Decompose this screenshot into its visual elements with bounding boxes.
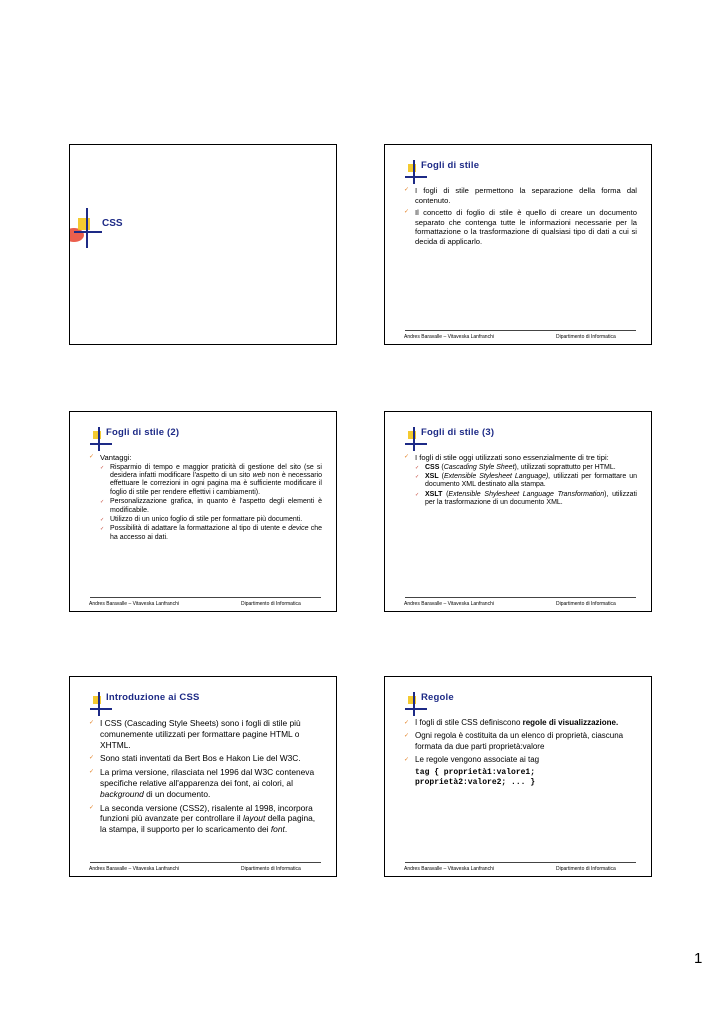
bullet-item: [403, 453, 637, 508]
sub-bullet-emphasis: web: [252, 472, 266, 479]
format-description: ), utilizzati per la trasformazione di un documento XML.: [425, 490, 637, 507]
footer-authors: Andres Baravalle – Vitaveska Lanfranchi: [404, 866, 494, 872]
sub-bullet-text: Possibilità di adattare la formattazione al tipo di utente e: [110, 525, 289, 533]
sub-bullet-emphasis: device: [288, 525, 309, 533]
bullet-item: [88, 803, 322, 835]
code-line: proprietà2:valore2; ... }: [415, 778, 536, 788]
decoration-horizontal-line: [405, 708, 427, 710]
slide-fogli-di-stile: [384, 144, 652, 345]
slide-introduzione-ai-css: [69, 676, 337, 877]
bullet-text: di un documento.: [143, 788, 211, 799]
sub-bullet-item: [100, 516, 322, 524]
slide-title: Introduzione ai CSS: [106, 692, 200, 703]
bullet-text: della pagina, la stampa, il supporto per lo scaricamento dei: [100, 813, 316, 835]
slide-regole: [384, 676, 652, 877]
format-description: , utilizzati soprattutto per HTML.: [516, 463, 616, 471]
bullet-item: [403, 755, 637, 788]
sub-bullet-item: ✓ XSLT (Extensible Shylesheet Language Transformation), utilizzati per la trasformazione di un documento XML.: [415, 491, 637, 508]
bullet-item: ✓ I fogli di stile permettono la separazione della forma dal contenuto.: [403, 186, 637, 205]
bullet-text: I fogli di stile CSS definiscono: [415, 718, 523, 727]
bullet-text: .: [284, 824, 288, 835]
slide-title: CSS: [102, 218, 123, 229]
bullet-emphasis: font: [270, 824, 285, 835]
footer-authors: Andres Baravalle – Vitaveska Lanfranchi: [404, 334, 494, 340]
bullet-text: Sono stati inventati da Bert Bos e Hakon Lie del W3C.: [100, 753, 301, 764]
sub-bullet-item: [100, 464, 322, 498]
footer-authors: Andres Baravalle – Vitaveska Lanfranchi: [89, 866, 179, 872]
slide-content: [403, 453, 637, 511]
footer-divider: [90, 862, 321, 863]
slide-css-title: [69, 144, 337, 345]
bullet-emphasis: background: [100, 788, 144, 799]
footer-department: Dipartimento di Informatica: [241, 866, 301, 872]
bullet-strong: regole di visualizzazione.: [522, 718, 619, 727]
footer-department: Dipartimento di Informatica: [556, 866, 616, 872]
bullet-text: I CSS (Cascading Style Sheets) sono i fogli di stile più comunemente utilizzati per formattare pagine HTML o XHTML.: [100, 718, 301, 750]
decoration-vertical-line: [413, 160, 415, 184]
slide-title: Fogli di stile (2): [106, 427, 180, 438]
format-name: CSS: [425, 463, 440, 471]
bullet-emphasis: layout: [242, 813, 266, 824]
decoration-vertical-line: [413, 427, 415, 451]
page-number: 1: [694, 950, 703, 967]
footer-divider: [405, 862, 636, 863]
bullet-item: [403, 731, 637, 752]
format-full-name: Cascading Style Sheet: [443, 463, 515, 471]
format-name: XSL: [425, 473, 439, 480]
slide-fogli-di-stile-3: [384, 411, 652, 612]
decoration-vertical-line: [86, 208, 88, 248]
footer-department: Dipartimento di Informatica: [556, 334, 616, 340]
format-full-name: Extensible Shylesheet Language Transformation: [448, 490, 605, 498]
decoration-vertical-line: [98, 692, 100, 716]
code-line: tag { proprietà1:valore1;: [415, 767, 536, 777]
sub-bullet-item: [100, 498, 322, 515]
decoration-yellow-square: [78, 218, 90, 230]
slide-content: [403, 718, 637, 791]
slide-title: Fogli di stile (3): [421, 427, 495, 438]
decoration-horizontal-line: [90, 443, 112, 445]
format-full-name: Extensible Stylesheet Language),: [443, 473, 551, 480]
slide-title: Regole: [421, 692, 454, 703]
bullet-item: [403, 718, 637, 728]
footer-divider: [90, 597, 321, 598]
sub-bullet-text: Personalizzazione grafica, in quanto è l'aspetto degli elementi è modificabile.: [110, 498, 322, 514]
slide-content: [88, 453, 322, 545]
sub-bullet-text: che ha accesso ai dati.: [110, 525, 322, 541]
decoration-vertical-line: [413, 692, 415, 716]
bullet-text: Vantaggi:: [100, 453, 132, 462]
bullet-text: La prima versione, rilasciata nel 1996 dal W3C conteneva specifiche relative all'apparenza dei font, ai colori, al: [100, 767, 315, 788]
decoration-horizontal-line: [405, 443, 427, 445]
bullet-item: [88, 767, 322, 799]
slide-content: [403, 186, 637, 250]
bullet-item: [88, 718, 322, 750]
slide-content: [88, 718, 322, 838]
footer-department: Dipartimento di Informatica: [241, 601, 301, 607]
decoration-horizontal-line: [90, 708, 112, 710]
sub-bullet-text: Risparmio di tempo e maggior praticità di gestione del sito (se si desidera infatti modificare l'aspetto di un sito: [110, 463, 322, 479]
decoration-horizontal-line: [74, 231, 102, 233]
sub-bullet-text: non è necessario effettuare le correzioni in ogni pagina ma è sufficiente modificare il foglio di stile per rendere effettivi i cambiamenti).: [110, 472, 322, 496]
bullet-item: [88, 453, 322, 542]
decoration-vertical-line: [98, 427, 100, 451]
decoration-horizontal-line: [405, 176, 427, 178]
footer-authors: Andres Baravalle – Vitaveska Lanfranchi: [89, 601, 179, 607]
footer-divider: [405, 597, 636, 598]
footer-authors: Andres Baravalle – Vitaveska Lanfranchi: [404, 601, 494, 607]
bullet-item: ✓ Il concetto di foglio di stile è quello di creare un documento separato che contenga tutte le informazioni necessarie per la formattazione o la trasformazione di qualsiasi tipo di dati a cui si decida di applicarlo.: [403, 208, 637, 246]
sub-bullet-item: [100, 525, 322, 542]
slide-fogli-di-stile-2: [69, 411, 337, 612]
bullet-text: I fogli di stile oggi utilizzati sono essenzialmente di tre tipi:: [415, 453, 609, 462]
footer-department: Dipartimento di Informatica: [556, 601, 616, 607]
bullet-text: Ogni regola è costituita da un elenco di proprietà, ciascuna formata da due parti proprietà:valore: [415, 731, 624, 751]
slide-title: Fogli di stile: [421, 160, 480, 171]
bullet-text: Le regole vengono associate ai tag: [415, 755, 540, 765]
format-name: XSLT: [425, 490, 443, 498]
footer-divider: [405, 330, 636, 331]
format-description: utilizzati per formattare un documento XML destinato alla stampa.: [425, 473, 638, 489]
sub-bullet-item: ✓ CSS (Cascading Style Sheet), utilizzati soprattutto per HTML.: [415, 464, 637, 472]
bullet-item: [88, 753, 322, 764]
sub-bullet-text: Utilizzo di un unico foglio di stile per formattare più documenti.: [110, 516, 303, 524]
bullet-text: La seconda versione (CSS2), risalente al 1998, incorpora funzioni più avanzate per controllare il: [100, 802, 313, 824]
sub-bullet-item: ✓ XSL (Extensible Stylesheet Language), utilizzati per formattare un documento XML destinato alla stampa.: [415, 473, 637, 490]
